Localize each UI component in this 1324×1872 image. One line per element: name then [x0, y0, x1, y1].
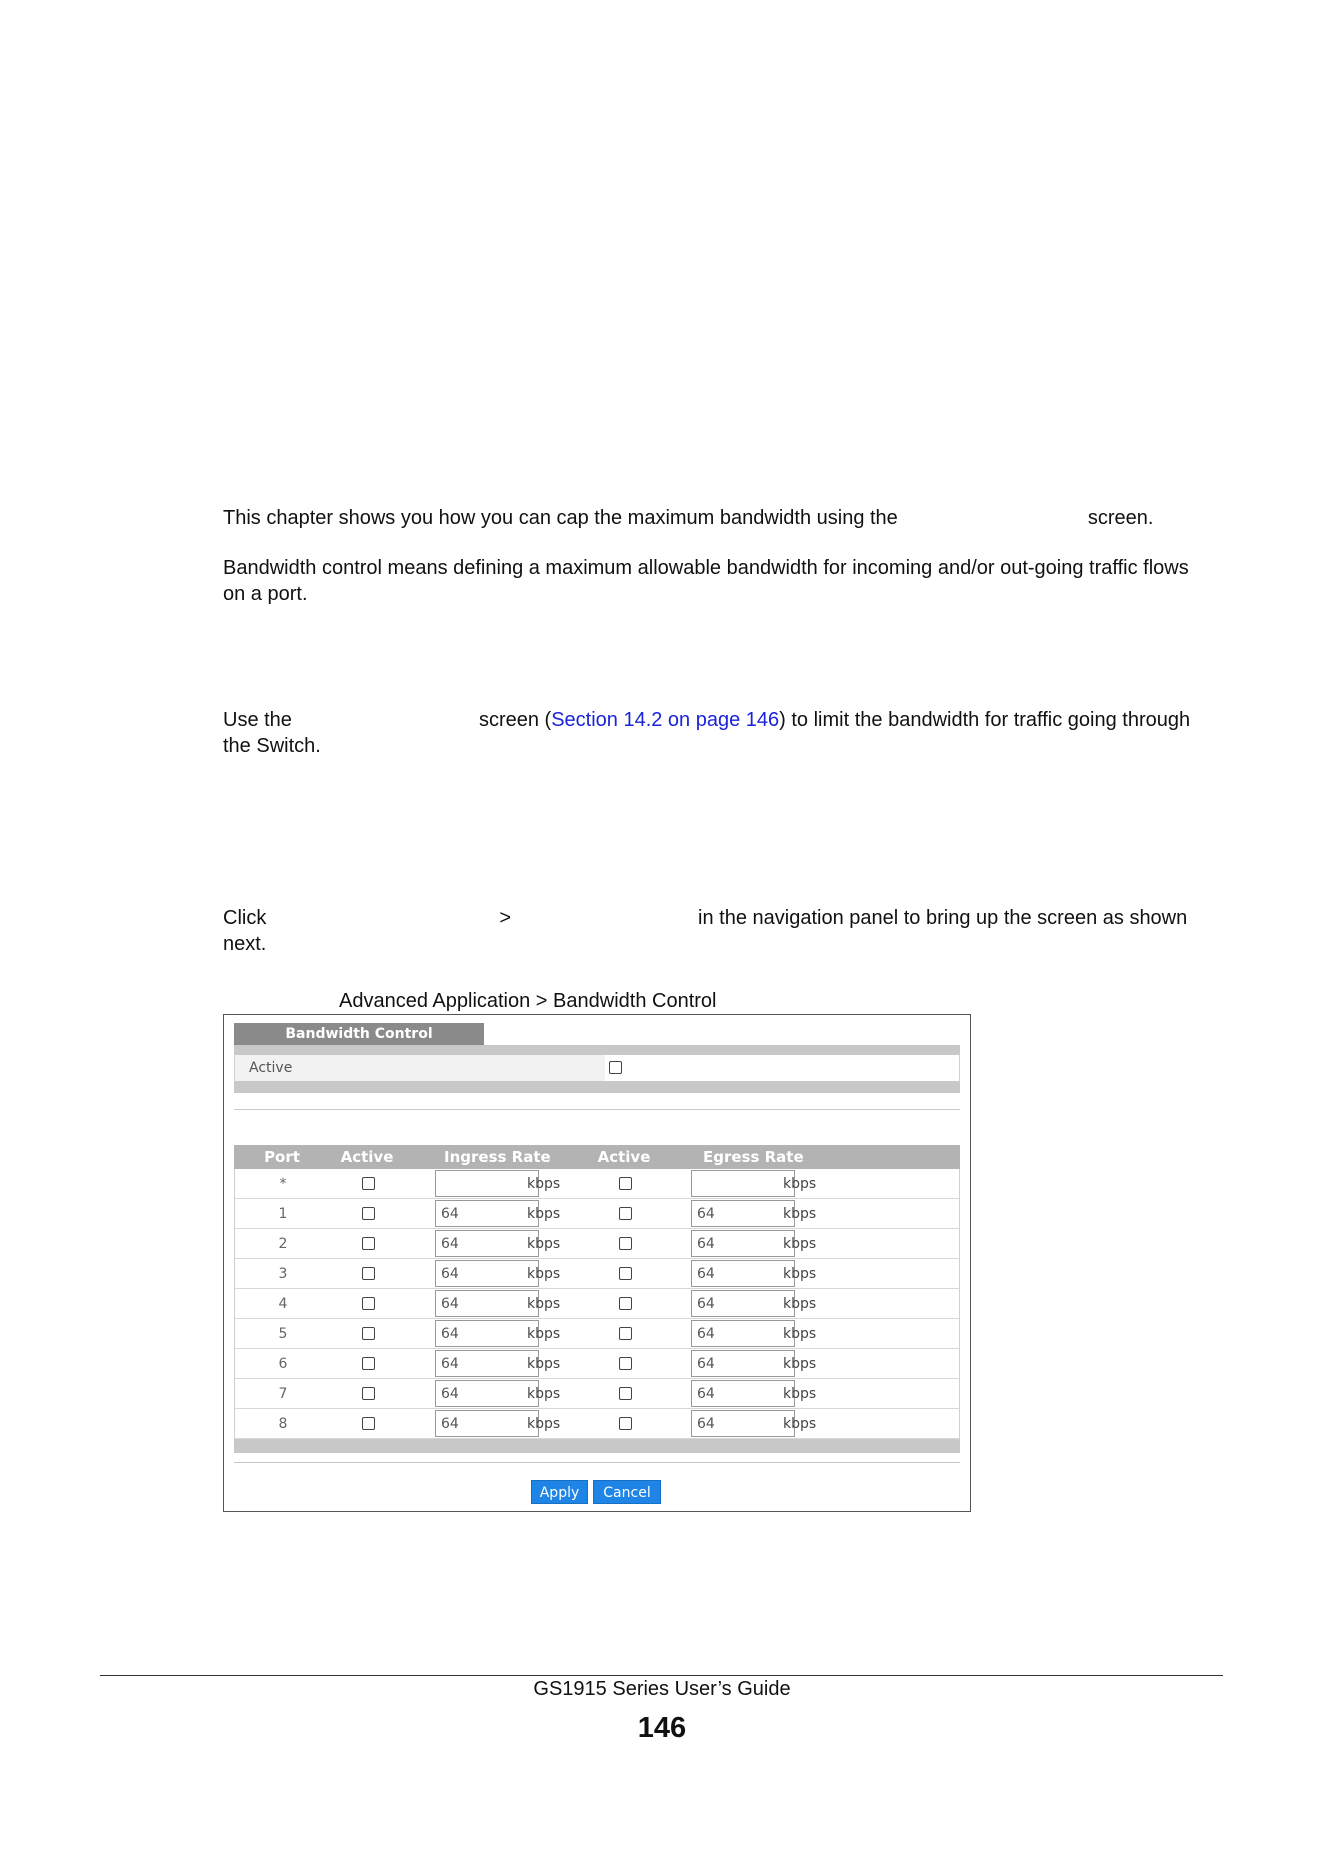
port-cell: 3	[278, 1266, 288, 1282]
egress-unit: kbps	[783, 1206, 817, 1222]
section-divider	[234, 1109, 960, 1110]
table-row	[234, 1199, 960, 1229]
egress-rate-input[interactable]	[691, 1410, 795, 1437]
ingress-rate-input[interactable]	[435, 1320, 539, 1347]
egress-unit: kbps	[783, 1386, 817, 1402]
ingress-rate-input[interactable]	[435, 1410, 539, 1437]
footer-guide-title: GS1915 Series User’s Guide	[533, 1678, 791, 1700]
ingress-unit: kbps	[527, 1416, 561, 1432]
ingress-active-checkbox[interactable]	[362, 1297, 375, 1310]
port-cell: 6	[278, 1356, 288, 1372]
usage-text-middle: screen (	[478, 709, 552, 731]
port-cell: 4	[278, 1296, 288, 1312]
global-active-label: Active	[235, 1055, 605, 1081]
ingress-unit: kbps	[527, 1266, 561, 1282]
global-active-row	[234, 1055, 960, 1081]
ingress-unit: kbps	[527, 1386, 561, 1402]
egress-active-checkbox[interactable]	[619, 1357, 632, 1370]
egress-rate-input[interactable]	[691, 1230, 795, 1257]
port-cell: 5	[278, 1326, 288, 1342]
bandwidth-control-panel	[223, 1014, 971, 1512]
egress-rate-input[interactable]	[691, 1320, 795, 1347]
egress-unit: kbps	[783, 1326, 817, 1342]
instruction-text: in the navigation panel to bring up the screen as shown next.	[223, 907, 1188, 955]
ingress-rate-input[interactable]	[435, 1200, 539, 1227]
figure-caption: Advanced Application > Bandwidth Control	[339, 990, 717, 1012]
instruction-paragraph	[223, 905, 1193, 957]
ingress-active-checkbox[interactable]	[362, 1237, 375, 1250]
ingress-active-checkbox[interactable]	[362, 1207, 375, 1220]
ingress-unit: kbps	[527, 1296, 561, 1312]
instruction-click: Click	[223, 907, 267, 929]
global-active-checkbox[interactable]	[609, 1061, 622, 1074]
port-cell: 8	[278, 1416, 288, 1432]
egress-rate-input[interactable]	[691, 1200, 795, 1227]
tab-underline	[234, 1045, 960, 1055]
egress-active-checkbox[interactable]	[619, 1207, 632, 1220]
ingress-active-checkbox[interactable]	[362, 1387, 375, 1400]
tab-bandwidth-control[interactable]: Bandwidth Control	[234, 1023, 484, 1045]
header-port: Port	[264, 1148, 300, 1166]
table-header	[234, 1145, 960, 1169]
egress-rate-input[interactable]	[691, 1170, 795, 1197]
ingress-rate-input[interactable]	[435, 1350, 539, 1377]
egress-unit: kbps	[783, 1416, 817, 1432]
table-row	[234, 1319, 960, 1349]
instruction-separator: >	[499, 907, 512, 929]
port-cell: *	[279, 1176, 287, 1192]
ingress-active-checkbox[interactable]	[362, 1417, 375, 1430]
egress-active-checkbox[interactable]	[619, 1327, 632, 1340]
usage-text: Use the	[223, 709, 292, 731]
header-ingress-rate: Ingress Rate	[444, 1148, 551, 1166]
ingress-unit: kbps	[527, 1236, 561, 1252]
port-cell: 2	[278, 1236, 288, 1252]
egress-rate-input[interactable]	[691, 1260, 795, 1287]
ingress-active-checkbox[interactable]	[362, 1177, 375, 1190]
table-row	[234, 1289, 960, 1319]
intro-paragraph	[223, 505, 1233, 531]
intro-text: This chapter shows you how you can cap the maximum bandwidth using the	[223, 507, 898, 529]
egress-rate-input[interactable]	[691, 1380, 795, 1407]
ingress-rate-input[interactable]	[435, 1230, 539, 1257]
active-section-bar	[234, 1081, 960, 1093]
egress-unit: kbps	[783, 1176, 817, 1192]
ingress-unit: kbps	[527, 1206, 561, 1222]
egress-active-checkbox[interactable]	[619, 1237, 632, 1250]
page-number: 146	[637, 1712, 687, 1744]
header-egress-rate: Egress Rate	[703, 1148, 804, 1166]
ingress-rate-input[interactable]	[435, 1260, 539, 1287]
table-row	[234, 1169, 960, 1199]
ingress-unit: kbps	[527, 1326, 561, 1342]
ingress-active-checkbox[interactable]	[362, 1357, 375, 1370]
header-active-ingress: Active	[340, 1148, 394, 1166]
table-row	[234, 1409, 960, 1439]
usage-text-end: ) to limit the bandwidth for traffic going through the Switch.	[223, 709, 1191, 757]
ingress-unit: kbps	[527, 1176, 561, 1192]
egress-unit: kbps	[783, 1266, 817, 1282]
ingress-active-checkbox[interactable]	[362, 1267, 375, 1280]
egress-active-checkbox[interactable]	[619, 1267, 632, 1280]
ingress-active-checkbox[interactable]	[362, 1327, 375, 1340]
egress-unit: kbps	[783, 1356, 817, 1372]
egress-unit: kbps	[783, 1236, 817, 1252]
table-bottom-bar	[234, 1439, 960, 1453]
cancel-button[interactable]: Cancel	[593, 1480, 661, 1504]
table-row	[234, 1229, 960, 1259]
table-row	[234, 1379, 960, 1409]
ingress-rate-input[interactable]	[435, 1380, 539, 1407]
button-divider	[234, 1462, 960, 1463]
ingress-rate-input[interactable]	[435, 1290, 539, 1317]
definition-paragraph: Bandwidth control means defining a maximum allowable bandwidth for incoming and/or out-going traffic flows on a port.	[223, 557, 1189, 605]
egress-rate-input[interactable]	[691, 1290, 795, 1317]
port-cell: 7	[278, 1386, 288, 1402]
table-row	[234, 1349, 960, 1379]
port-cell: 1	[278, 1206, 288, 1222]
egress-unit: kbps	[783, 1296, 817, 1312]
egress-active-checkbox[interactable]	[619, 1387, 632, 1400]
usage-paragraph	[223, 707, 1203, 759]
apply-button[interactable]: Apply	[531, 1480, 588, 1504]
table-row	[234, 1259, 960, 1289]
ingress-rate-input[interactable]	[435, 1170, 539, 1197]
egress-rate-input[interactable]	[691, 1350, 795, 1377]
section-link[interactable]: Section 14.2 on page 146	[551, 709, 780, 731]
intro-text-end: screen.	[1087, 507, 1154, 529]
ingress-unit: kbps	[527, 1356, 561, 1372]
header-active-egress: Active	[597, 1148, 651, 1166]
egress-active-checkbox[interactable]	[619, 1297, 632, 1310]
egress-active-checkbox[interactable]	[619, 1417, 632, 1430]
egress-active-checkbox[interactable]	[619, 1177, 632, 1190]
